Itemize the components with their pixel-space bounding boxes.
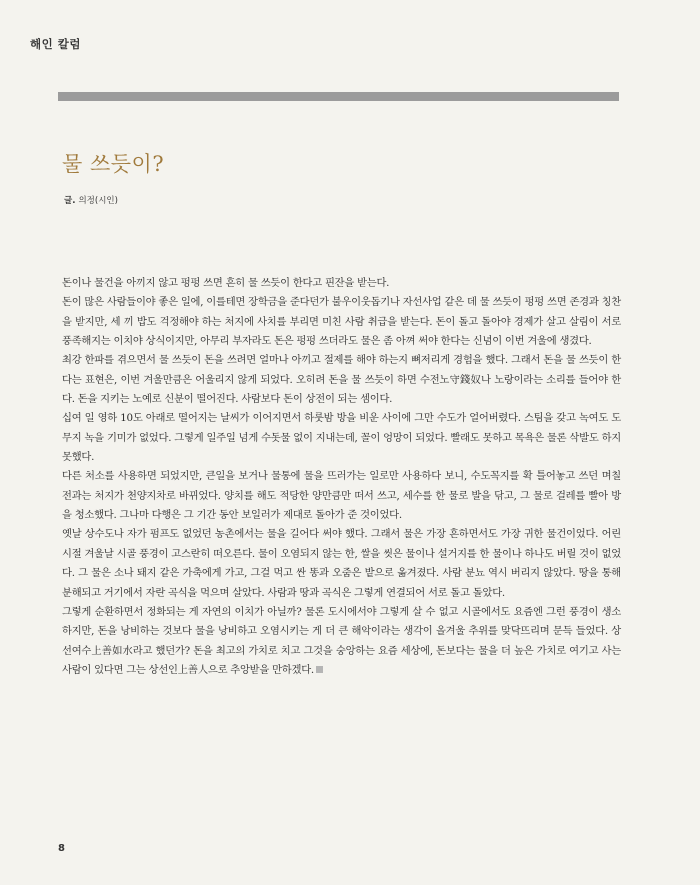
paragraph: 최강 한파를 겪으면서 물 쓰듯이 돈을 쓰려면 얼마나 아끼고 절제를 해야 하는지 뼈저리게 경험을 했다. 그래서 돈을 물 쓰듯이 한다는 표현은, 이번 겨울만큼은 어울리지 않게 되었다. 오히려 돈을 물 쓰듯이 하면 수전노守錢奴나 노랑이라는 소리를 들어야 한다. 돈을 지키는 노예로 신분이 떨어진다. 사람보다 돈이 상전이 되는 셈이다. xyxy=(62,354,621,406)
article-title: 물 쓰듯이? xyxy=(62,152,165,176)
paragraph: 돈이 많은 사람들이야 좋은 일에, 이를테면 장학금을 준다던가 불우이웃돕기나 자선사업 같은 데 물 쓰듯이 펑펑 쓰면 존경과 칭찬을 받지만, 세 끼 밥도 걱정해야 하는 처지에 사치를 부리면 미친 사람 취급을 받는다. 돈이 돌고 돌아야 경제가 살고 살림이 서로 풍족해지는 이치야 상식이지만, 아무리 부자라도 돈은 펑펑 쓰더라도 물은 좀 아껴 써야 한다는 신념이 이번 겨울에 생겼다. xyxy=(62,296,621,348)
byline-author: 의정(시인) xyxy=(78,196,118,206)
header-divider xyxy=(58,92,619,101)
article-body xyxy=(62,274,621,680)
paragraph: 십여 일 영하 10도 아래로 떨어지는 날씨가 이어지면서 하룻밤 방을 비운 사이에 그만 수도가 얼어버렸다. 스팀을 갖고 녹여도 도무지 녹을 기미가 없었다. 그렇게 일주일 넘게 수돗물 없이 지내는데, 꼴이 엉망이 되었다. 빨래도 못하고 목욕은 물론 삭발도 하지 못했다. xyxy=(62,412,621,464)
end-mark-icon xyxy=(316,666,323,673)
paragraph: 다른 처소를 사용하면 되었지만, 큰일을 보거나 물통에 물을 뜨러가는 일로만 사용하다 보니, 수도꼭지를 확 틀어놓고 쓰던 며칠 전과는 처지가 천양지차로 바뀌었다. 양치를 해도 적당한 양만큼만 떠서 쓰고, 세수를 한 물로 발을 닦고, 그 물로 걸레를 빨아 방을 청소했다. 그나마 다행은 그 기간 동안 보일러가 제대로 돌아가 준 것이었다. xyxy=(62,470,621,522)
page-number: 8 xyxy=(58,843,65,854)
paragraph-last xyxy=(62,603,621,680)
byline xyxy=(64,194,118,206)
paragraph: 옛날 상수도나 자가 펌프도 없었던 농촌에서는 물을 길어다 써야 했다. 그래서 물은 가장 흔하면서도 가장 귀한 물건이었다. 어린 시절 겨울날 시골 풍경이 고스란히 떠오른다. 물이 오염되지 않는 한, 쌀을 씻은 물이나 설거지를 한 물이나 하나도 버릴 것이 없었다. 그 물은 소나 돼지 같은 가축에게 가고, 그걸 먹고 싼 똥과 오줌은 밭으로 옮겨졌다. 사람 분뇨 역시 버리지 않았다. 땅을 통해 분해되고 거기에서 자란 곡식을 먹으며 살았다. 사람과 땅과 곡식은 그렇게 연결되어 서로 돌고 돌았다. xyxy=(62,528,621,599)
paragraph-last-text: 그렇게 순환하면서 정화되는 게 자연의 이치가 아닐까? 물론 도시에서야 그렇게 살 수 없고 시골에서도 요즘엔 그런 풍경이 생소하지만, 돈을 낭비하는 것보다 물을 낭비하고 오염시키는 게 더 큰 해악이라는 생각이 올겨울 추위를 맞닥뜨리며 문득 들었다. 상선여수上善如水라고 했던가? 돈을 최고의 가치로 치고 그것을 숭앙하는 요즘 세상에, 돈보다는 물을 더 높은 가치로 여기고 사는 사람이 있다면 그는 상선인上善人으로 추앙받을 만하겠다. xyxy=(62,605,621,676)
byline-label: 글. xyxy=(64,196,76,206)
section-label: 해인 칼럼 xyxy=(30,37,81,51)
paragraph: 돈이나 물건을 아끼지 않고 펑펑 쓰면 흔히 물 쓰듯이 한다고 핀잔을 받는다. xyxy=(62,277,390,289)
